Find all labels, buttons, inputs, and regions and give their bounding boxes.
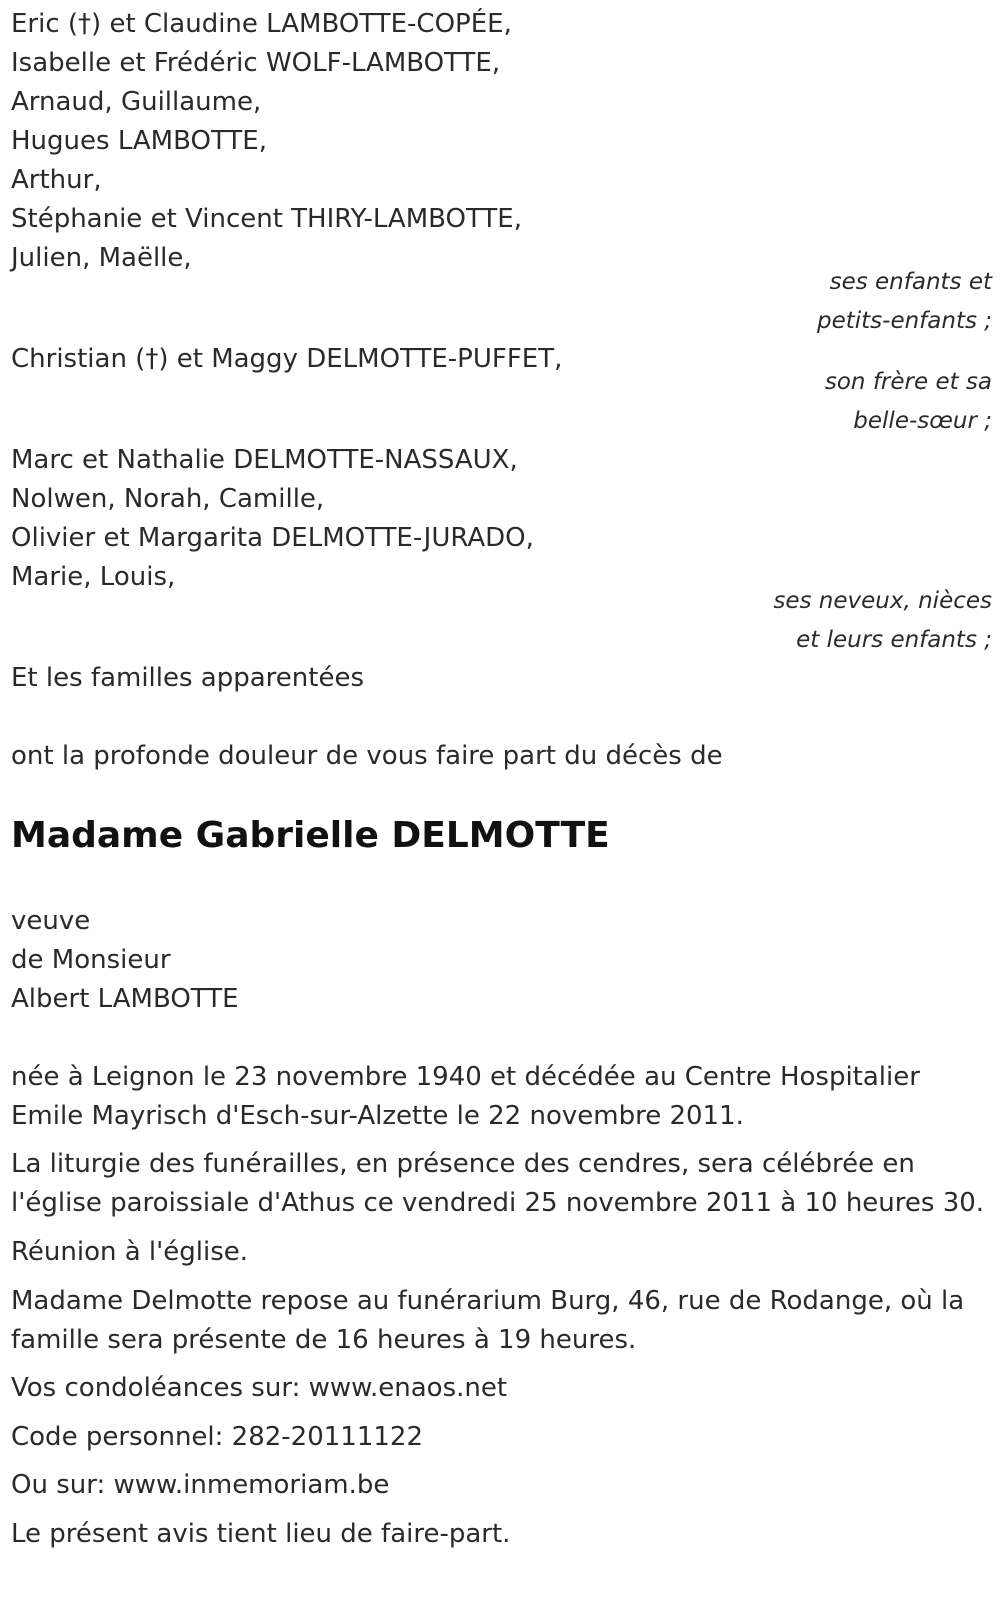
detail-line: l'église paroissiale d'Athus ce vendredi 25 novembre 2011 à 10 heures 30. (11, 1188, 985, 1218)
family-line: Olivier et Margarita DELMOTTE-JURADO, (11, 523, 534, 553)
relation-label: petits-enfants ; (816, 308, 992, 334)
relation-label: ses enfants et (829, 269, 992, 295)
notice-line: Le présent avis tient lieu de faire-part. (11, 1519, 511, 1549)
alt-site-line: Ou sur: www.inmemoriam.be (11, 1470, 390, 1500)
code-line: Code personnel: 282-20111122 (11, 1422, 424, 1452)
announcement-text: ont la profonde douleur de vous faire part du décès de (11, 741, 723, 771)
family-line: Nolwen, Norah, Camille, (11, 484, 325, 514)
widow-line: veuve (11, 906, 91, 936)
family-line: Julien, Maëlle, (11, 243, 192, 273)
detail-line: Emile Mayrisch d'Esch-sur-Alzette le 22 novembre 2011. (11, 1101, 744, 1131)
detail-line: La liturgie des funérailles, en présence des cendres, sera célébrée en (11, 1149, 915, 1179)
family-line: Et les familles apparentées (11, 663, 365, 693)
relation-label: belle-sœur ; (853, 408, 992, 434)
family-line: Christian (†) et Maggy DELMOTTE-PUFFET, (11, 344, 563, 374)
relation-label: et leurs enfants ; (796, 627, 992, 653)
relation-label: son frère et sa (824, 369, 992, 395)
family-line: Stéphanie et Vincent THIRY-LAMBOTTE, (11, 204, 522, 234)
family-line: Arnaud, Guillaume, (11, 87, 262, 117)
family-line: Eric (†) et Claudine LAMBOTTE-COPÉE, (11, 9, 512, 39)
relation-label: ses neveux, nièces (773, 588, 992, 614)
widow-line: de Monsieur (11, 945, 171, 975)
detail-line: famille sera présente de 16 heures à 19 heures. (11, 1325, 637, 1355)
detail-line: Madame Delmotte repose au funérarium Burg, 46, rue de Rodange, où la (11, 1286, 965, 1316)
family-line: Marc et Nathalie DELMOTTE-NASSAUX, (11, 445, 518, 475)
deceased-name: Madame Gabrielle DELMOTTE (11, 815, 610, 856)
family-line: Hugues LAMBOTTE, (11, 126, 267, 156)
family-line: Isabelle et Frédéric WOLF-LAMBOTTE, (11, 48, 501, 78)
condolences-line: Vos condoléances sur: www.enaos.net (11, 1373, 508, 1403)
family-line: Marie, Louis, (11, 562, 176, 592)
family-line: Arthur, (11, 165, 102, 195)
detail-line: Réunion à l'église. (11, 1237, 249, 1267)
widow-line: Albert LAMBOTTE (11, 984, 239, 1014)
detail-line: née à Leignon le 23 novembre 1940 et décédée au Centre Hospitalier (11, 1062, 920, 1092)
